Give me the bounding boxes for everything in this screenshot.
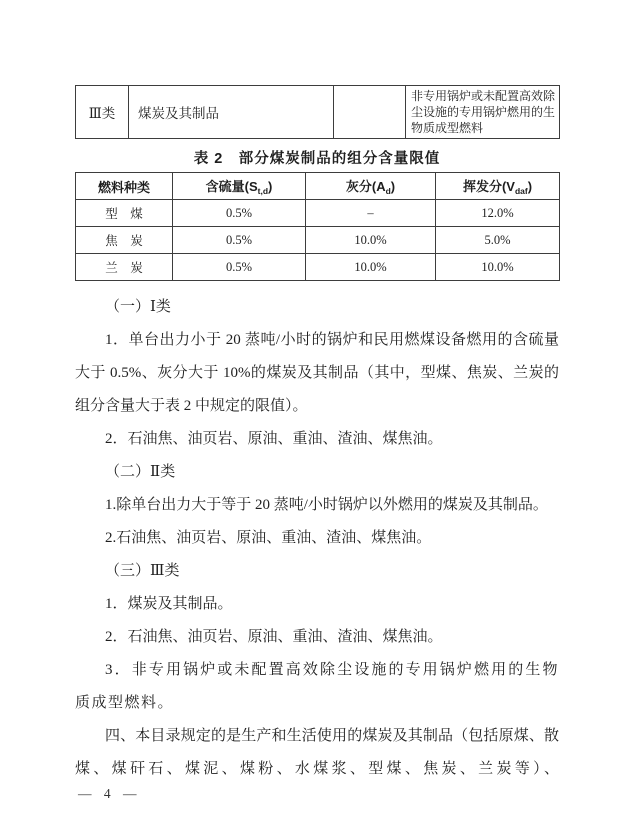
category-label-cell: Ⅲ类 [76,86,129,139]
body-text [75,291,559,786]
paragraph: 2．石油焦、油页岩、原油、重油、渣油、煤焦油。 [105,629,443,645]
column-header-fuel-type: 燃料种类 [76,173,173,200]
category-empty-cell [334,86,406,139]
paragraph-class1-heading: （一）Ⅰ类 [105,299,171,315]
paragraph: 1．煤炭及其制品。 [105,596,233,612]
paragraph: 1．单台出力小于 20 蒸吨/小时的锅炉和民用燃煤设备燃用的含硫量大于 0.5%、灰分大于 10%的煤炭及其制品（其中，型煤、焦炭、兰炭的组分含量大于表 2 中规定的限值）。 [75,332,559,414]
table-row [76,200,560,227]
header-subscript: daf [514,186,528,196]
header-text: 含硫量(S [205,179,258,194]
composition-limits-table [75,172,560,281]
category-continuation-table [75,85,560,139]
ash-value-cell: – [306,200,436,227]
ash-value-cell: 10.0% [306,254,436,281]
column-header-volatile [436,173,560,200]
paragraph: 3．非专用锅炉或未配置高效除尘设施的专用锅炉燃用的生物质成型燃料。 [75,662,559,711]
ash-value-cell: 10.0% [306,227,436,254]
header-text: 灰分(A [345,179,386,194]
category-name-cell: 煤炭及其制品 [129,86,334,139]
fuel-type-cell: 型 煤 [76,200,173,227]
sulfur-value-cell: 0.5% [173,254,306,281]
table-row [76,86,560,139]
volatile-value-cell: 12.0% [436,200,560,227]
header-subscript: t,d [257,186,269,196]
paragraph: 四、本目录规定的是生产和生活使用的煤炭及其制品（包括原煤、散煤、煤矸石、煤泥、煤粉、水煤浆、型煤、焦炭、兰炭等）、 [75,728,559,777]
header-text: ) [268,179,273,194]
column-header-ash [306,173,436,200]
paragraph: 2.石油焦、油页岩、原油、重油、渣油、煤焦油。 [105,530,432,546]
table-row [76,254,560,281]
table2-title: 表 2 部分煤炭制品的组分含量限值 [193,151,441,167]
fuel-type-cell: 焦 炭 [76,227,173,254]
column-header-sulfur [173,173,306,200]
paragraph: 1.除单台出力大于等于 20 蒸吨/小时锅炉以外燃用的煤炭及其制品。 [105,497,548,513]
paragraph-class2-heading: （二）Ⅱ类 [105,464,176,480]
category-description-cell: 非专用锅炉或未配置高效除尘设施的专用锅炉燃用的生物质成型燃料 [406,86,560,139]
volatile-value-cell: 5.0% [436,227,560,254]
table-row [76,227,560,254]
sulfur-value-cell: 0.5% [173,200,306,227]
paragraph-class3-heading: （三）Ⅲ类 [105,563,180,579]
volatile-value-cell: 10.0% [436,254,560,281]
fuel-type-cell: 兰 炭 [76,254,173,281]
sulfur-value-cell: 0.5% [173,227,306,254]
header-text: ) [527,179,533,194]
page-number: — 4 — [78,786,138,801]
header-text: 挥发分(V [462,179,515,194]
paragraph: 2．石油焦、油页岩、原油、重油、渣油、煤焦油。 [105,431,443,447]
header-text: ) [390,179,396,194]
header-subscript: d [385,186,391,196]
table-header-row [76,173,560,200]
